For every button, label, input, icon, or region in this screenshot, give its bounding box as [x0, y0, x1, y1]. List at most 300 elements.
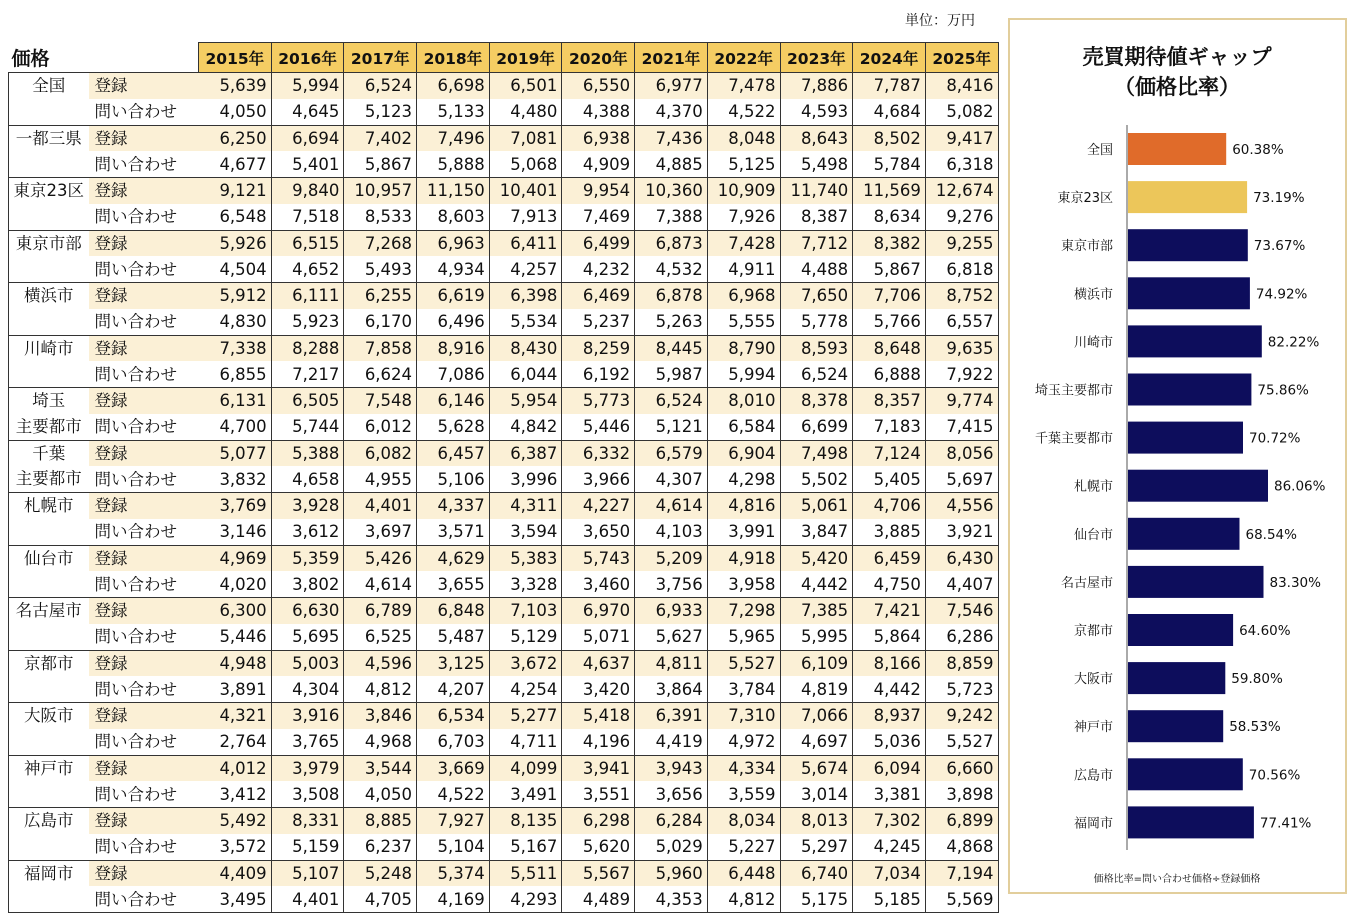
inquiry-price-cell: 3,495	[199, 886, 272, 912]
registered-price-cell: 7,546	[925, 598, 998, 624]
inquiry-price-cell: 4,169	[417, 886, 490, 912]
registered-price-cell: 8,937	[853, 703, 926, 729]
registered-price-cell: 7,421	[853, 598, 926, 624]
inquiry-price-cell: 3,864	[635, 676, 708, 702]
city-name-cell	[9, 256, 89, 282]
registered-price-cell: 6,579	[635, 440, 708, 466]
chart-bar	[1128, 710, 1223, 742]
table-body	[9, 73, 999, 913]
registered-price-cell: 4,311	[489, 493, 562, 519]
inquiry-price-cell: 5,227	[707, 834, 780, 860]
registered-price-cell: 7,886	[780, 73, 853, 99]
inquiry-price-cell: 5,995	[780, 624, 853, 650]
registered-price-cell: 6,660	[925, 755, 998, 781]
registered-price-cell: 4,948	[199, 650, 272, 676]
city-name-cell: 京都市	[9, 650, 89, 676]
inquiry-price-cell: 4,593	[780, 99, 853, 125]
table-row	[9, 834, 999, 860]
registered-price-cell: 9,840	[271, 178, 344, 204]
registered-price-cell: 8,416	[925, 73, 998, 99]
city-name-cell: 川崎市	[9, 335, 89, 361]
city-name-cell	[9, 624, 89, 650]
registered-price-cell: 5,954	[489, 388, 562, 414]
table-row	[9, 125, 999, 151]
city-name-cell	[9, 151, 89, 177]
table-row	[9, 440, 999, 466]
inquiry-price-cell: 4,750	[853, 571, 926, 597]
inquiry-price-cell: 5,167	[489, 834, 562, 860]
table-row	[9, 361, 999, 387]
registered-price-cell: 8,916	[417, 335, 490, 361]
table-header-row	[9, 43, 999, 73]
inquiry-price-cell: 3,571	[417, 519, 490, 545]
table-row	[9, 545, 999, 571]
inquiry-price-cell: 5,068	[489, 151, 562, 177]
table-row	[9, 151, 999, 177]
chart-category-label: 東京市部	[1060, 239, 1113, 255]
registered-price-cell: 6,082	[344, 440, 417, 466]
registered-price-cell: 8,135	[489, 808, 562, 834]
registered-price-cell: 5,107	[271, 860, 344, 886]
registered-price-cell: 4,401	[344, 493, 417, 519]
year-header: 2021年	[635, 43, 708, 73]
inquiry-label: 問い合わせ	[89, 256, 199, 282]
inquiry-price-cell: 4,955	[344, 466, 417, 492]
registered-price-cell: 4,099	[489, 755, 562, 781]
registered-price-cell: 6,515	[271, 230, 344, 256]
registered-price-cell: 6,694	[271, 125, 344, 151]
inquiry-price-cell: 4,972	[707, 729, 780, 755]
registered-price-cell: 4,629	[417, 545, 490, 571]
chart-value-label: 58.53%	[1229, 719, 1281, 736]
registered-price-cell: 7,787	[853, 73, 926, 99]
registered-price-cell: 9,774	[925, 388, 998, 414]
registered-price-cell: 3,669	[417, 755, 490, 781]
inquiry-price-cell: 3,551	[562, 781, 635, 807]
year-header: 2015年	[199, 43, 272, 73]
inquiry-price-cell: 3,420	[562, 676, 635, 702]
inquiry-price-cell: 3,756	[635, 571, 708, 597]
chart-value-label: 73.19%	[1253, 190, 1305, 207]
inquiry-price-cell: 4,842	[489, 414, 562, 440]
inquiry-price-cell: 3,991	[707, 519, 780, 545]
inquiry-price-cell: 4,293	[489, 886, 562, 912]
inquiry-label: 問い合わせ	[89, 519, 199, 545]
inquiry-price-cell: 4,697	[780, 729, 853, 755]
inquiry-price-cell: 4,050	[199, 99, 272, 125]
registered-label: 登録	[89, 493, 199, 519]
inquiry-price-cell: 4,245	[853, 834, 926, 860]
registered-price-cell: 7,478	[707, 73, 780, 99]
registered-price-cell: 6,524	[344, 73, 417, 99]
inquiry-price-cell: 7,518	[271, 204, 344, 230]
inquiry-price-cell: 3,921	[925, 519, 998, 545]
inquiry-price-cell: 4,645	[271, 99, 344, 125]
city-name-cell: 主要都市	[9, 466, 89, 492]
inquiry-price-cell: 7,913	[489, 204, 562, 230]
registered-price-cell: 7,194	[925, 860, 998, 886]
inquiry-price-cell: 4,614	[344, 571, 417, 597]
registered-price-cell: 6,250	[199, 125, 272, 151]
registered-price-cell: 7,385	[780, 598, 853, 624]
registered-price-cell: 6,499	[562, 230, 635, 256]
inquiry-price-cell: 5,175	[780, 886, 853, 912]
registered-price-cell: 11,150	[417, 178, 490, 204]
inquiry-price-cell: 3,412	[199, 781, 272, 807]
city-name-cell: 福岡市	[9, 860, 89, 886]
year-header: 2017年	[344, 43, 417, 73]
inquiry-price-cell: 6,524	[780, 361, 853, 387]
inquiry-price-cell: 4,711	[489, 729, 562, 755]
inquiry-price-cell: 5,888	[417, 151, 490, 177]
chart-value-label: 70.72%	[1249, 430, 1301, 447]
registered-price-cell: 6,534	[417, 703, 490, 729]
inquiry-price-cell: 6,237	[344, 834, 417, 860]
registered-price-cell: 5,374	[417, 860, 490, 886]
city-name-cell	[9, 834, 89, 860]
inquiry-label: 問い合わせ	[89, 361, 199, 387]
inquiry-price-cell: 5,446	[199, 624, 272, 650]
city-name-cell: 東京市部	[9, 230, 89, 256]
city-name-cell: 東京23区	[9, 178, 89, 204]
chart-category-label: 仙台市	[1073, 527, 1113, 543]
registered-price-cell: 8,056	[925, 440, 998, 466]
registered-price-cell: 8,859	[925, 650, 998, 676]
chart-value-label: 82.22%	[1267, 334, 1320, 351]
registered-price-cell: 7,496	[417, 125, 490, 151]
chart-bar	[1128, 470, 1268, 502]
year-header: 2023年	[780, 43, 853, 73]
inquiry-price-cell: 5,864	[853, 624, 926, 650]
registered-price-cell: 6,300	[199, 598, 272, 624]
registered-price-cell: 3,928	[271, 493, 344, 519]
inquiry-price-cell: 4,812	[344, 676, 417, 702]
inquiry-price-cell: 4,257	[489, 256, 562, 282]
inquiry-price-cell: 4,307	[635, 466, 708, 492]
table-row	[9, 309, 999, 335]
registered-price-cell: 3,979	[271, 755, 344, 781]
table-row	[9, 860, 999, 886]
registered-price-cell: 8,378	[780, 388, 853, 414]
inquiry-price-cell: 5,987	[635, 361, 708, 387]
inquiry-price-cell: 3,847	[780, 519, 853, 545]
inquiry-price-cell: 5,778	[780, 309, 853, 335]
price-ratio-chart-panel	[1008, 18, 1347, 894]
inquiry-price-cell: 5,129	[489, 624, 562, 650]
registered-price-cell: 6,094	[853, 755, 926, 781]
registered-price-cell: 11,740	[780, 178, 853, 204]
table-row	[9, 493, 999, 519]
table-row	[9, 73, 999, 99]
inquiry-price-cell: 3,656	[635, 781, 708, 807]
registered-price-cell: 5,277	[489, 703, 562, 729]
chart-value-label: 70.56%	[1248, 767, 1301, 784]
inquiry-price-cell: 5,159	[271, 834, 344, 860]
unit-label: 単位：万円	[905, 13, 975, 29]
registered-price-cell: 4,811	[635, 650, 708, 676]
inquiry-price-cell: 6,044	[489, 361, 562, 387]
inquiry-price-cell: 5,695	[271, 624, 344, 650]
inquiry-price-cell: 3,014	[780, 781, 853, 807]
inquiry-price-cell: 4,353	[635, 886, 708, 912]
inquiry-price-cell: 4,868	[925, 834, 998, 860]
registered-price-cell: 6,878	[635, 283, 708, 309]
registered-price-cell: 8,010	[707, 388, 780, 414]
inquiry-price-cell: 3,898	[925, 781, 998, 807]
registered-price-cell: 6,977	[635, 73, 708, 99]
registered-price-cell: 7,858	[344, 335, 417, 361]
registered-price-cell: 12,674	[925, 178, 998, 204]
registered-price-cell: 7,338	[199, 335, 272, 361]
inquiry-price-cell: 7,388	[635, 204, 708, 230]
inquiry-label: 問い合わせ	[89, 729, 199, 755]
table-row	[9, 466, 999, 492]
inquiry-price-cell: 4,488	[780, 256, 853, 282]
chart-value-label: 64.60%	[1239, 623, 1291, 639]
registered-price-cell: 6,501	[489, 73, 562, 99]
inquiry-price-cell: 4,401	[271, 886, 344, 912]
inquiry-price-cell: 6,855	[199, 361, 272, 387]
inquiry-price-cell: 4,658	[271, 466, 344, 492]
inquiry-price-cell: 7,922	[925, 361, 998, 387]
year-header: 2024年	[853, 43, 926, 73]
registered-price-cell: 4,918	[707, 545, 780, 571]
inquiry-price-cell: 5,106	[417, 466, 490, 492]
inquiry-price-cell: 8,533	[344, 204, 417, 230]
inquiry-price-cell: 4,254	[489, 676, 562, 702]
inquiry-price-cell: 5,628	[417, 414, 490, 440]
registered-price-cell: 3,672	[489, 650, 562, 676]
registered-label: 登録	[89, 230, 199, 256]
registered-price-cell: 6,411	[489, 230, 562, 256]
inquiry-price-cell: 4,407	[925, 571, 998, 597]
inquiry-price-cell: 5,036	[853, 729, 926, 755]
registered-price-cell: 6,524	[635, 388, 708, 414]
inquiry-price-cell: 6,548	[199, 204, 272, 230]
inquiry-price-cell: 5,627	[635, 624, 708, 650]
city-name-cell	[9, 361, 89, 387]
city-name-cell: 横浜市	[9, 283, 89, 309]
registered-price-cell: 5,567	[562, 860, 635, 886]
inquiry-price-cell: 5,965	[707, 624, 780, 650]
registered-price-cell: 6,740	[780, 860, 853, 886]
city-name-cell	[9, 204, 89, 230]
registered-price-cell: 4,409	[199, 860, 272, 886]
city-name-cell: 神戸市	[9, 755, 89, 781]
inquiry-price-cell: 4,968	[344, 729, 417, 755]
chart-bar	[1128, 566, 1264, 598]
registered-price-cell: 4,337	[417, 493, 490, 519]
registered-price-cell: 6,619	[417, 283, 490, 309]
inquiry-price-cell: 3,996	[489, 466, 562, 492]
registered-price-cell: 6,146	[417, 388, 490, 414]
inquiry-label: 問い合わせ	[89, 781, 199, 807]
registered-price-cell: 8,643	[780, 125, 853, 151]
inquiry-price-cell: 4,304	[271, 676, 344, 702]
registered-label: 登録	[89, 73, 199, 99]
registered-price-cell: 6,933	[635, 598, 708, 624]
inquiry-price-cell: 4,532	[635, 256, 708, 282]
registered-price-cell: 9,417	[925, 125, 998, 151]
registered-price-cell: 6,550	[562, 73, 635, 99]
registered-price-cell: 6,963	[417, 230, 490, 256]
inquiry-price-cell: 5,744	[271, 414, 344, 440]
inquiry-label: 問い合わせ	[89, 834, 199, 860]
chart-bar	[1128, 374, 1251, 406]
inquiry-price-cell: 4,819	[780, 676, 853, 702]
inquiry-price-cell: 4,885	[635, 151, 708, 177]
inquiry-price-cell: 2,764	[199, 729, 272, 755]
registered-price-cell: 11,569	[853, 178, 926, 204]
inquiry-price-cell: 4,103	[635, 519, 708, 545]
table-row	[9, 388, 999, 414]
inquiry-price-cell: 8,387	[780, 204, 853, 230]
registered-price-cell: 8,502	[853, 125, 926, 151]
registered-price-cell: 6,899	[925, 808, 998, 834]
table-row	[9, 178, 999, 204]
registered-label: 登録	[89, 545, 199, 571]
registered-price-cell: 7,302	[853, 808, 926, 834]
registered-price-cell: 8,288	[271, 335, 344, 361]
chart-bar	[1128, 758, 1243, 790]
inquiry-price-cell: 4,684	[853, 99, 926, 125]
registered-price-cell: 6,459	[853, 545, 926, 571]
inquiry-label: 問い合わせ	[89, 151, 199, 177]
inquiry-price-cell: 4,934	[417, 256, 490, 282]
city-name-cell: 大阪市	[9, 703, 89, 729]
inquiry-label: 問い合わせ	[89, 886, 199, 912]
inquiry-price-cell: 6,525	[344, 624, 417, 650]
registered-price-cell: 7,548	[344, 388, 417, 414]
registered-price-cell: 6,387	[489, 440, 562, 466]
table-corner-label: 価格	[11, 47, 50, 70]
inquiry-price-cell: 4,705	[344, 886, 417, 912]
inquiry-price-cell: 3,958	[707, 571, 780, 597]
city-name-cell	[9, 99, 89, 125]
table-row	[9, 755, 999, 781]
inquiry-price-cell: 6,496	[417, 309, 490, 335]
city-name-cell: 一都三県	[9, 125, 89, 151]
registered-price-cell: 6,848	[417, 598, 490, 624]
inquiry-price-cell: 7,415	[925, 414, 998, 440]
registered-price-cell: 8,648	[853, 335, 926, 361]
inquiry-price-cell: 3,328	[489, 571, 562, 597]
inquiry-label: 問い合わせ	[89, 309, 199, 335]
inquiry-price-cell: 7,926	[707, 204, 780, 230]
registered-price-cell: 4,227	[562, 493, 635, 519]
registered-price-cell: 4,969	[199, 545, 272, 571]
registered-price-cell: 5,077	[199, 440, 272, 466]
registered-price-cell: 5,492	[199, 808, 272, 834]
city-name-cell: 主要都市	[9, 414, 89, 440]
registered-price-cell: 6,457	[417, 440, 490, 466]
table-row	[9, 283, 999, 309]
inquiry-price-cell: 4,522	[707, 99, 780, 125]
registered-price-cell: 5,773	[562, 388, 635, 414]
table-row	[9, 676, 999, 702]
inquiry-price-cell: 4,522	[417, 781, 490, 807]
registered-price-cell: 8,259	[562, 335, 635, 361]
year-header: 2025年	[925, 43, 998, 73]
registered-price-cell: 6,109	[780, 650, 853, 676]
registered-label: 登録	[89, 650, 199, 676]
inquiry-price-cell: 5,867	[853, 256, 926, 282]
registered-price-cell: 7,428	[707, 230, 780, 256]
inquiry-price-cell: 4,232	[562, 256, 635, 282]
registered-price-cell: 7,124	[853, 440, 926, 466]
registered-price-cell: 6,698	[417, 73, 490, 99]
city-name-cell: 仙台市	[9, 545, 89, 571]
inquiry-price-cell: 5,498	[780, 151, 853, 177]
table-row	[9, 99, 999, 125]
registered-price-cell: 5,209	[635, 545, 708, 571]
city-name-cell: 全国	[9, 73, 89, 99]
inquiry-price-cell: 3,594	[489, 519, 562, 545]
registered-price-cell: 4,556	[925, 493, 998, 519]
registered-price-cell: 5,418	[562, 703, 635, 729]
registered-price-cell: 6,111	[271, 283, 344, 309]
registered-price-cell: 6,970	[562, 598, 635, 624]
registered-price-cell: 5,359	[271, 545, 344, 571]
chart-bar	[1128, 277, 1250, 309]
inquiry-price-cell: 6,624	[344, 361, 417, 387]
registered-price-cell: 3,544	[344, 755, 417, 781]
inquiry-price-cell: 4,489	[562, 886, 635, 912]
chart-value-label: 59.80%	[1231, 671, 1283, 688]
year-header: 2020年	[562, 43, 635, 73]
table-row	[9, 729, 999, 755]
inquiry-price-cell: 3,765	[271, 729, 344, 755]
chart-bar	[1128, 806, 1254, 838]
registered-price-cell: 7,436	[635, 125, 708, 151]
inquiry-price-cell: 5,082	[925, 99, 998, 125]
inquiry-price-cell: 3,572	[199, 834, 272, 860]
registered-price-cell: 3,846	[344, 703, 417, 729]
year-header: 2016年	[271, 43, 344, 73]
registered-price-cell: 7,268	[344, 230, 417, 256]
registered-price-cell: 4,012	[199, 755, 272, 781]
registered-price-cell: 5,388	[271, 440, 344, 466]
table-row	[9, 650, 999, 676]
registered-label: 登録	[89, 125, 199, 151]
inquiry-price-cell: 3,784	[707, 676, 780, 702]
chart-bar	[1128, 229, 1248, 261]
city-name-cell: 埼玉	[9, 388, 89, 414]
registered-label: 登録	[89, 178, 199, 204]
inquiry-price-cell: 5,237	[562, 309, 635, 335]
registered-price-cell: 4,706	[853, 493, 926, 519]
chart-category-label: 千葉主要都市	[1034, 431, 1113, 447]
registered-price-cell: 7,706	[853, 283, 926, 309]
inquiry-price-cell: 4,480	[489, 99, 562, 125]
registered-price-cell: 6,284	[635, 808, 708, 834]
registered-price-cell: 8,382	[853, 230, 926, 256]
registered-price-cell: 5,003	[271, 650, 344, 676]
chart-bar	[1128, 614, 1233, 646]
registered-price-cell: 5,912	[199, 283, 272, 309]
table-row	[9, 230, 999, 256]
registered-price-cell: 3,916	[271, 703, 344, 729]
table-row	[9, 414, 999, 440]
registered-price-cell: 6,448	[707, 860, 780, 886]
registered-price-cell: 8,034	[707, 808, 780, 834]
registered-label: 登録	[89, 703, 199, 729]
city-name-cell: 千葉	[9, 440, 89, 466]
city-name-cell	[9, 676, 89, 702]
inquiry-price-cell: 5,133	[417, 99, 490, 125]
inquiry-price-cell: 4,442	[780, 571, 853, 597]
registered-price-cell: 8,430	[489, 335, 562, 361]
